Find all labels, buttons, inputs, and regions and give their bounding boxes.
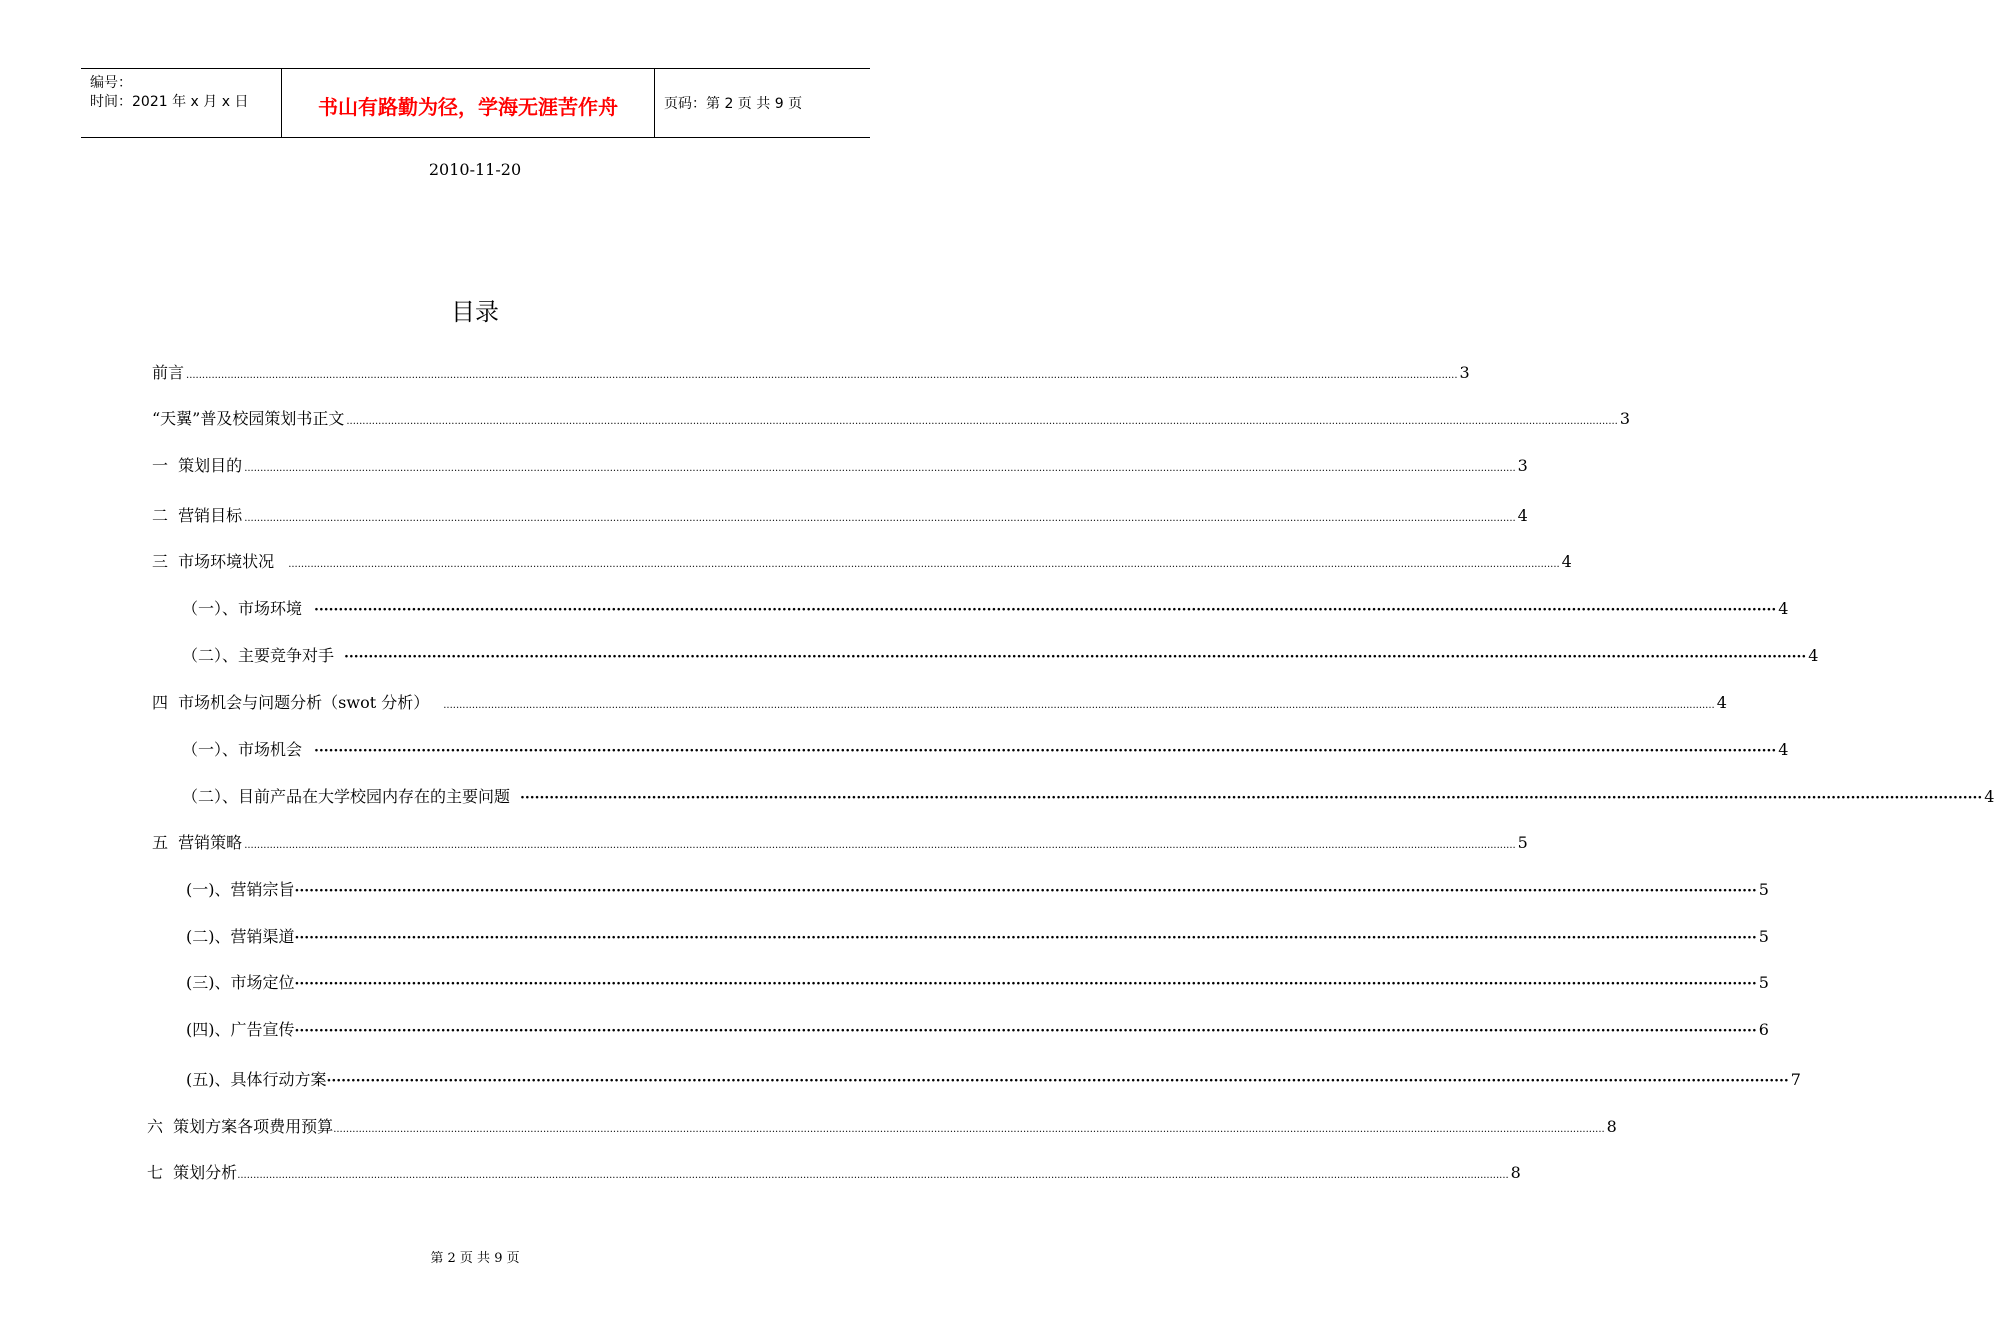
toc-leader: ············································································································································································································································································································: [314, 602, 1777, 618]
toc-entry-label: “天翼”普及校园策划书正文: [152, 409, 345, 428]
toc-entry[interactable]: [147, 1114, 1617, 1136]
toc-entry[interactable]: [182, 643, 1819, 665]
page-footer: 第 2 页 共 9 页: [430, 1251, 520, 1266]
toc-entry[interactable]: [152, 503, 1528, 525]
page-header: [81, 68, 870, 138]
toc-entry-page: 4: [1778, 740, 1789, 759]
toc-leader: ................................................................................................................................................................................................................................................................................................................................................................................................................: [288, 559, 1560, 570]
toc-entry-label: （一）、市场机会: [182, 740, 303, 759]
toc-entry[interactable]: [152, 549, 1572, 571]
number-label: 编号：: [90, 75, 132, 91]
toc-entry-page: 3: [1517, 456, 1528, 475]
toc-entry-page: 4: [1716, 693, 1727, 712]
toc-entry[interactable]: [147, 1160, 1521, 1182]
toc-entry-label: 前言: [152, 363, 185, 382]
toc-entry[interactable]: [186, 924, 1769, 946]
toc-entry-label: 五 营销策略: [152, 833, 243, 852]
toc-entry[interactable]: [186, 1017, 1769, 1039]
toc-entry-page: 6: [1758, 1020, 1769, 1039]
toc-leader: ................................................................................................................................................................................................................................................................................................................................................................................................................: [244, 840, 1516, 851]
toc-entry-label: (三)、市场定位: [186, 973, 295, 992]
toc-entry[interactable]: [152, 360, 1470, 382]
toc-entry-page: 5: [1758, 880, 1769, 899]
time-label: 时间：2021 年 x 月 x 日: [90, 94, 249, 110]
toc-entry-label: 六 策划方案各项费用预算: [147, 1117, 334, 1136]
toc-entry[interactable]: [182, 737, 1789, 759]
toc-leader: ................................................................................................................................................................................................................................................................................................................................................................................................................: [333, 1124, 1605, 1135]
toc-leader: ................................................................................................................................................................................................................................................................................................................................................................................................................: [244, 463, 1516, 474]
toc-entry[interactable]: [182, 784, 1994, 806]
toc-entry-label: (二)、营销渠道: [186, 927, 295, 946]
toc-entry[interactable]: [186, 877, 1769, 899]
toc-leader: ············································································································································································································································································································: [294, 1023, 1757, 1039]
toc-leader: ············································································································································································································································································································: [294, 883, 1757, 899]
toc-leader: ................................................................................................................................................................................................................................................................................................................................................................................................................: [237, 1170, 1509, 1181]
toc-entry-label: 三 市场环境状况: [152, 552, 275, 571]
toc-entry-page: 5: [1517, 833, 1528, 852]
toc-entry-label: （二）、目前产品在大学校园内存在的主要问题: [182, 787, 511, 806]
toc-leader: ................................................................................................................................................................................................................................................................................................................................................................................................................: [244, 513, 1516, 524]
toc-entry-page: 4: [1778, 599, 1789, 618]
toc-entry-label: （一）、市场环境: [182, 599, 303, 618]
toc-entry-label: （二）、主要竞争对手: [182, 646, 335, 665]
toc-leader: ············································································································································································································································································································: [344, 649, 1807, 665]
toc-entry-label: 四 市场机会与问题分析（swot 分析）: [152, 693, 430, 712]
toc-leader: ············································································································································································································································································································: [326, 1073, 1789, 1089]
toc-entry-label: (五)、具体行动方案: [186, 1070, 327, 1089]
document-date: 2010-11-20: [428, 160, 522, 179]
toc-entry-page: 4: [1984, 787, 1994, 806]
toc-entry-page: 3: [1619, 409, 1631, 428]
page-code: 页码：第 2 页 共 9 页: [664, 96, 803, 112]
toc-entry-label: (一)、营销宗旨: [186, 880, 295, 899]
toc-entry[interactable]: [152, 690, 1727, 712]
toc-entry-page: 4: [1561, 552, 1572, 571]
toc-leader: ................................................................................................................................................................................................................................................................................................................................................................................................................: [186, 370, 1458, 381]
header-info-cell: [81, 69, 282, 137]
toc-leader: ................................................................................................................................................................................................................................................................................................................................................................................................................: [443, 700, 1715, 711]
toc-entry-page: 3: [1459, 363, 1470, 382]
toc-leader: ············································································································································································································································································································: [294, 976, 1757, 992]
toc-leader: ············································································································································································································································································································: [520, 790, 1983, 806]
toc-leader: ................................................................................................................................................................................................................................................................................................................................................................................................................: [346, 416, 1618, 427]
header-page-cell: [655, 69, 870, 137]
header-motto-cell: [282, 69, 655, 137]
toc-title: 目录: [451, 298, 499, 326]
toc-entry[interactable]: [152, 453, 1528, 475]
toc-entry-label: (四)、广告宣传: [186, 1020, 295, 1039]
toc-entry-label: 二 营销目标: [152, 506, 243, 525]
toc-entry-label: 七 策划分析: [147, 1163, 238, 1182]
toc-entry-page: 5: [1758, 927, 1769, 946]
toc-entry-page: 8: [1606, 1117, 1617, 1136]
toc-entry-page: 5: [1758, 973, 1769, 992]
toc-entry[interactable]: [182, 596, 1789, 618]
toc-entry-page: 4: [1517, 506, 1528, 525]
toc-entry-label: 一 策划目的: [152, 456, 243, 475]
motto: 书山有路勤为径，学海无涯苦作舟: [318, 95, 618, 119]
toc-entry[interactable]: [152, 406, 1631, 428]
toc-entry[interactable]: [186, 1067, 1801, 1089]
toc-entry[interactable]: [186, 970, 1769, 992]
toc-leader: ············································································································································································································································································································: [294, 930, 1757, 946]
toc-entry-page: 8: [1510, 1163, 1521, 1182]
toc-entry[interactable]: [152, 830, 1528, 852]
toc-entry-page: 7: [1790, 1070, 1801, 1089]
toc-leader: ············································································································································································································································································································: [314, 743, 1777, 759]
toc-entry-page: 4: [1808, 646, 1819, 665]
